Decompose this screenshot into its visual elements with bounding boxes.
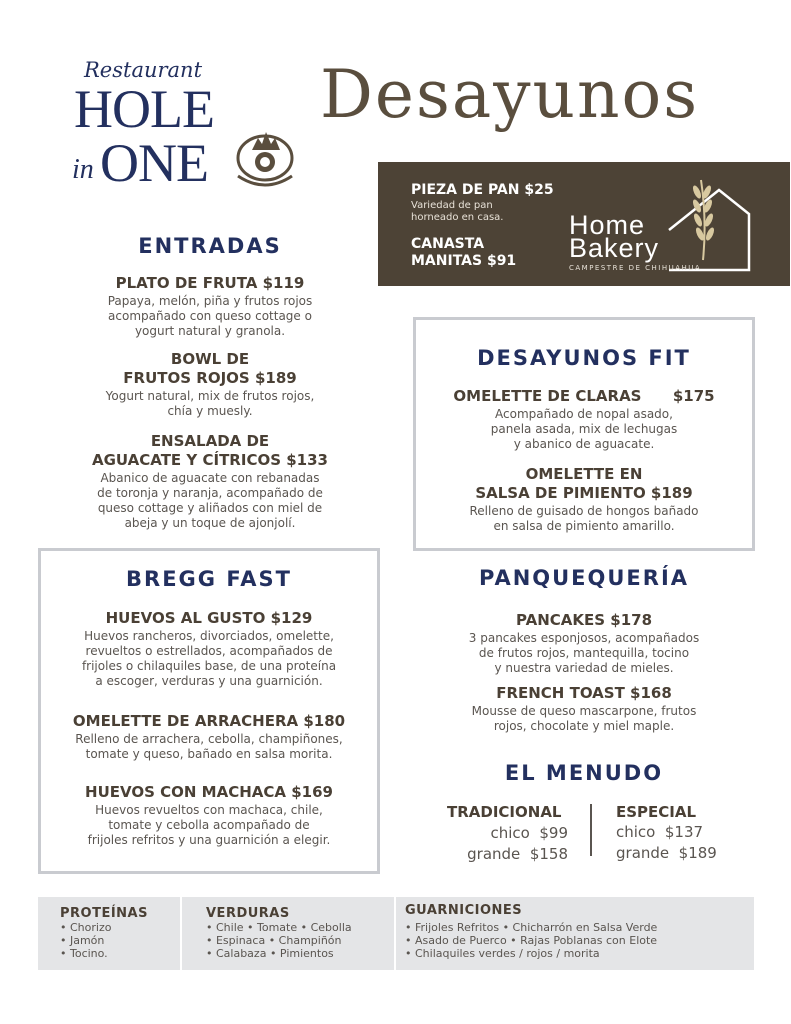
menu-item-omelette-claras [420,387,748,452]
extras-strip [38,897,754,970]
desc-line: Yogurt natural, mix de frutos rojos, [105,389,315,403]
menudo-price-grande: grande $189 [616,844,717,862]
menudo-especial-label: ESPECIAL [616,803,697,821]
pan-desc-line: Variedad de pan [411,200,493,211]
item-desc [60,389,360,419]
desc-line: chía y muesly. [167,404,253,418]
menudo-tradicional-prices [440,823,568,865]
pan-desc-line: horneado en casa. [411,212,504,223]
item-desc [60,294,360,339]
logo-restaurant-word: Restaurant [84,58,203,82]
desc-line: y abanico de aguacate. [513,437,655,451]
extras-line: • Frijoles Refritos • Chicharrón en Salsa Verde [405,921,658,934]
extras-separator [394,897,396,970]
extras-verduras [206,897,394,970]
canasta-line: MANITAS $91 [411,253,517,269]
logo-hole-word: HOLE [74,79,214,139]
item-name: OMELETTE DE ARRACHERA $180 [72,712,346,730]
golf-club-emblem-icon [230,124,300,190]
extras-line: • Asado de Puerco • Rajas Poblanas con Elote [405,934,658,947]
canasta-line: CANASTA [411,236,485,252]
item-desc [420,704,748,734]
home-bakery-wordmark [569,210,660,263]
extras-line: • Espinaca • Champiñón [206,934,342,947]
page-title: Desayunos [320,56,700,133]
item-desc [45,629,373,689]
extras-heading: PROTEÍNAS [60,906,148,921]
desc-line: yogurt natural y granola. [134,324,286,338]
item-desc [45,732,373,762]
desc-line: Acompañado de nopal asado, [495,407,673,421]
menu-item-ensalada-aguacate [50,432,370,531]
desc-line: de toronja y naranja, acompañado de [97,486,323,500]
extras-line: • Chile • Tomate • Cebolla [206,921,352,934]
desc-line: revueltos o estrellados, acompañados de [85,644,333,658]
desc-line: Relleno de guisado de hongos bañado [469,504,699,518]
logo-in-word: in [72,154,94,185]
pan-item-name: PIEZA DE PAN $25 [411,182,554,198]
panquequeria-heading: PANQUEQUERÍA [478,566,690,590]
desc-line: frijoles refritos y una guarnición a elegir. [87,833,331,847]
pan-item-desc [411,200,551,224]
item-desc [50,471,370,531]
desc-line: Papaya, melón, piña y frutos rojos [107,294,313,308]
menudo-price-grande: grande $158 [467,845,568,863]
menudo-especial-prices [616,822,746,864]
extras-guarniciones [405,897,750,970]
item-name: HUEVOS CON MACHACA $169 [85,783,333,801]
menudo-price-chico: chico $137 [616,823,704,841]
item-name-line: ENSALADA DE [150,432,270,450]
menu-item-omelette-pimiento [420,465,748,534]
menu-item-huevos-machaca [45,783,373,848]
bakery-word-home: Home [569,210,646,240]
logo-one-word: ONE [100,133,208,193]
item-name: OMELETTE DE CLARAS $175 [453,387,715,405]
menu-item-pancakes [420,611,748,676]
menu-item-french-toast [420,684,748,734]
item-desc [420,504,748,534]
desc-line: abeja y un toque de ajonjolí. [124,516,296,530]
menudo-divider [590,804,592,856]
home-bakery-logo [563,170,763,280]
menu-item-huevos-al-gusto [45,609,373,689]
extras-proteinas [60,897,180,970]
menu-item-plato-de-fruta [60,274,360,339]
bakery-subtitle: CAMPESTRE DE CHIHUAHUA [569,264,702,272]
extras-heading: GUARNICIONES [405,903,523,918]
extras-heading: VERDURAS [206,906,290,921]
desc-line: Mousse de queso mascarpone, frutos [471,704,697,718]
item-name-line: BOWL DE [170,350,250,368]
menudo-tradicional-label: TRADICIONAL [447,803,562,821]
menudo-price-chico: chico $99 [490,824,568,842]
bregg-fast-heading: BREGG FAST [126,567,292,591]
desc-line: Huevos rancheros, divorciados, omelette, [84,629,334,643]
desc-line: frijoles o chilaquiles base, de una proteína [81,659,337,673]
el-menudo-heading: EL MENUDO [504,761,664,785]
desc-line: tomate y queso, bañado en salsa morita. [85,747,333,761]
bakery-banner [378,162,790,286]
desc-line: acompañado con queso cottage o [108,309,312,323]
desc-line: y nuestra variedad de mieles. [494,661,674,675]
item-name-line: OMELETTE EN [525,465,643,483]
extras-line: • Calabaza • Pimientos [206,947,334,960]
extras-separator [180,897,182,970]
desc-line: en salsa de pimiento amarillo. [493,519,675,533]
item-name: HUEVOS AL GUSTO $129 [105,609,313,627]
desc-line: Abanico de aguacate con rebanadas [100,471,320,485]
restaurant-logo [70,58,310,193]
desc-line: 3 pancakes esponjosos, acompañados [468,631,700,645]
item-name: PANCAKES $178 [515,611,653,629]
desc-line: tomate y cebolla acompañado de [108,818,310,832]
bakery-word-bakery: Bakery [569,233,660,263]
extras-line: • Tocino. [60,947,108,960]
item-name: FRENCH TOAST $168 [496,684,672,702]
desc-line: a escoger, verduras y una guarnición. [95,674,323,688]
extras-line: • Jamón [60,934,105,947]
entradas-heading: ENTRADAS [138,234,282,258]
desc-line: panela asada, mix de lechugas [490,422,678,436]
extras-line: • Chorizo [60,921,112,934]
item-name: PLATO DE FRUTA $119 [115,274,305,292]
extras-line: • Chilaquiles verdes / rojos / morita [405,947,600,960]
item-desc [420,631,748,676]
desc-line: Relleno de arrachera, cebolla, champiñones, [75,732,343,746]
item-name-line: FRUTOS ROJOS $189 [123,369,297,387]
item-name-line: SALSA DE PIMIENTO $189 [475,484,693,502]
desc-line: de frutos rojos, mantequilla, tocino [478,646,690,660]
desayunos-fit-heading: DESAYUNOS FIT [477,346,691,370]
menu-item-omelette-arrachera [45,712,373,762]
desc-line: Huevos revueltos con machaca, chile, [95,803,323,817]
desc-line: rojos, chocolate y miel maple. [493,719,675,733]
desc-line: queso cottage y aliñados con miel de [97,501,323,515]
canasta-item-name [411,236,541,270]
item-desc [45,803,373,848]
menu-item-bowl-frutos-rojos [60,350,360,419]
item-name-line: AGUACATE Y CÍTRICOS $133 [92,451,328,469]
item-desc [420,407,748,452]
